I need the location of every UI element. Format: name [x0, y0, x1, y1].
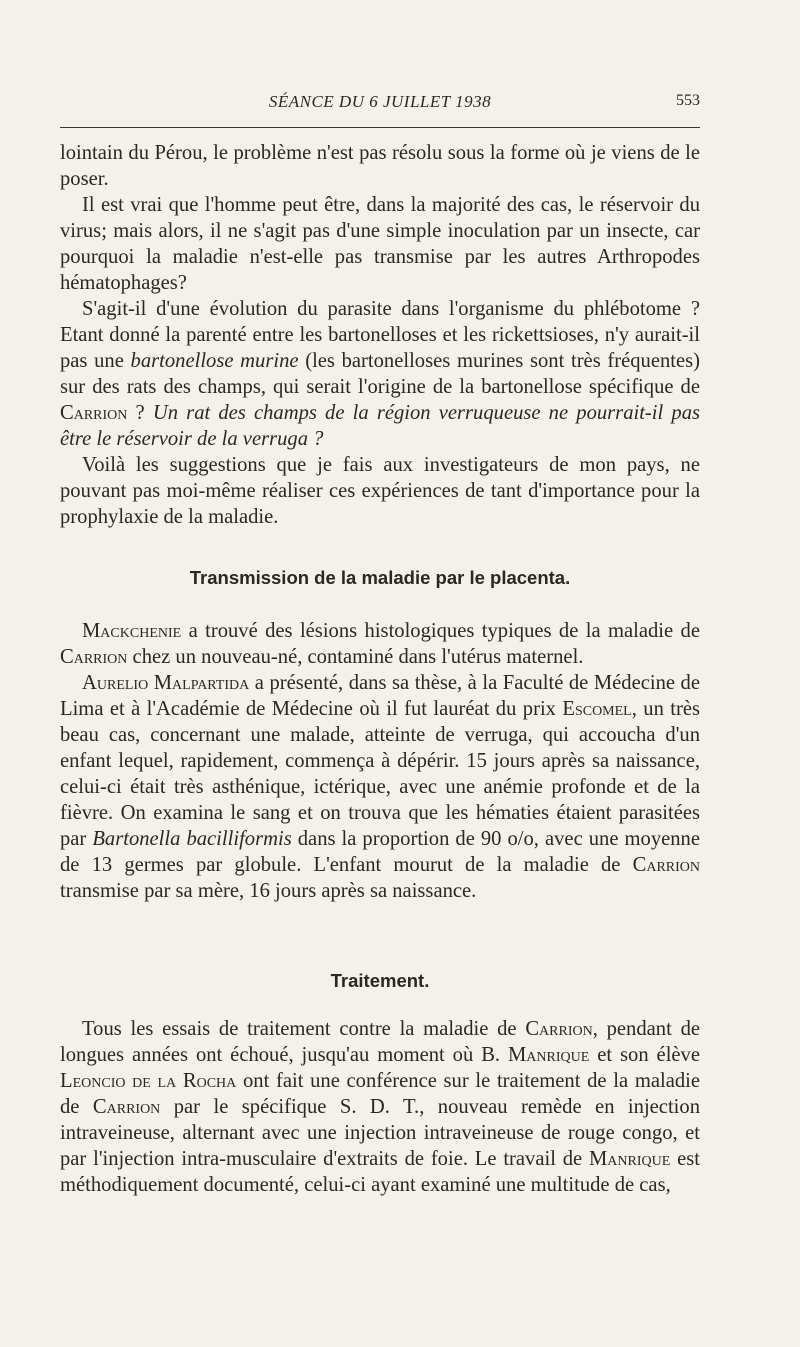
italic-text: Bartonella bacilliformis: [92, 828, 292, 850]
author-name: Aurelio Malpartida: [82, 672, 250, 694]
header-title: SÉANCE DU 6 JUILLET 1938: [268, 92, 492, 111]
section-heading: Traitement.: [330, 970, 430, 991]
paragraph: Tous les essais de traitement contre la maladie de Carrion, pendant de longues années ont échoué, jusqu'au moment où B. Manrique et son élève Leoncio de la Rocha ont fait une conférence sur le traitement de la maladie de Carrion par le spécifique S. D. T., nouveau remède en injection intraveineuse, alternant avec une injection intraveineuse de rouge congo, et par l'injection intra-musculaire d'extraits de foie. Le travail de Manrique est méthodiquement documenté, celui-ci ayant examiné une multitude de cas,: [60, 1018, 701, 1196]
author-name: Mackchenie: [82, 620, 182, 642]
page-number: 553: [676, 92, 700, 109]
author-name: Carrion: [525, 1018, 593, 1040]
paragraph: Mackchenie a trouvé des lésions histologiques typiques de la maladie de Carrion chez un nouveau-né, contaminé dans l'utérus maternel.: [60, 620, 700, 668]
paragraph: S'agit-il d'une évolution du parasite dans l'organisme du phlébotome ? Etant donné la parenté entre les bartonelloses et les rickettsioses, n'y aurait-il pas une bartonellose murine (les bartonelloses murines sont très fréquentes) sur des rats des champs, qui serait l'origine de la bartonellose spécifique de Carrion ? Un rat des champs de la région verruqueuse ne pourrait-il pas être le réservoir de la verruga ?: [60, 298, 701, 450]
paragraph: Il est vrai que l'homme peut être, dans la majorité des cas, le réservoir du virus; mais alors, il ne s'agit pas d'une simple inoculation par un insecte, car pourquoi la maladie n'est-elle pas transmise par les autres Arthropodes hématophages?: [60, 194, 700, 294]
italic-text: bartonellose murine: [130, 350, 299, 372]
paragraph: lointain du Pérou, le problème n'est pas résolu sous la forme où je viens de le poser.: [60, 142, 700, 190]
paragraph: Voilà les suggestions que je fais aux investigateurs de mon pays, ne pouvant pas moi-même réaliser ces expériences de tant d'importance pour la prophylaxie de la maladie.: [60, 454, 700, 528]
header-rule: [60, 127, 700, 128]
section-placenta: [60, 618, 700, 904]
section-heading: Transmission de la maladie par le placenta.: [189, 567, 571, 588]
author-name: Carrion: [632, 854, 700, 876]
author-name: Manrique: [508, 1044, 590, 1066]
author-name: Carrion: [60, 646, 128, 668]
paragraph: Aurelio Malpartida a présenté, dans sa thèse, à la Faculté de Médecine de Lima et à l'Académie de Médecine où il fut lauréat du prix Escomel, un très beau cas, concernant une malade, atteinte de verruga, qui accoucha d'un enfant lequel, rapidement, commença à dépérir. 15 jours après sa naissance, celui-ci était très asthénique, ictérique, avec une anémie profonde et de la fièvre. On examina le sang et on trouva que les hématies étaient parasitées par Bartonella bacilliformis dans la proportion de 90 o/o, avec une moyenne de 13 germes par globule. L'enfant mourut de la maladie de Carrion transmise par sa mère, 16 jours après sa naissance.: [60, 672, 700, 902]
author-name: Carrion: [92, 1096, 161, 1118]
author-name: Manrique: [588, 1148, 671, 1170]
section-treatment: [60, 1016, 700, 1198]
running-header: [60, 92, 700, 122]
section-intro: [60, 140, 700, 530]
author-name: Escomel: [562, 698, 632, 720]
author-name: Leoncio de la Rocha: [60, 1070, 237, 1092]
italic-text: Un rat des champs de la région verruqueuse ne pourrait-il pas être le réservoir de la verruga ?: [60, 402, 701, 450]
author-name: Carrion: [60, 402, 128, 424]
